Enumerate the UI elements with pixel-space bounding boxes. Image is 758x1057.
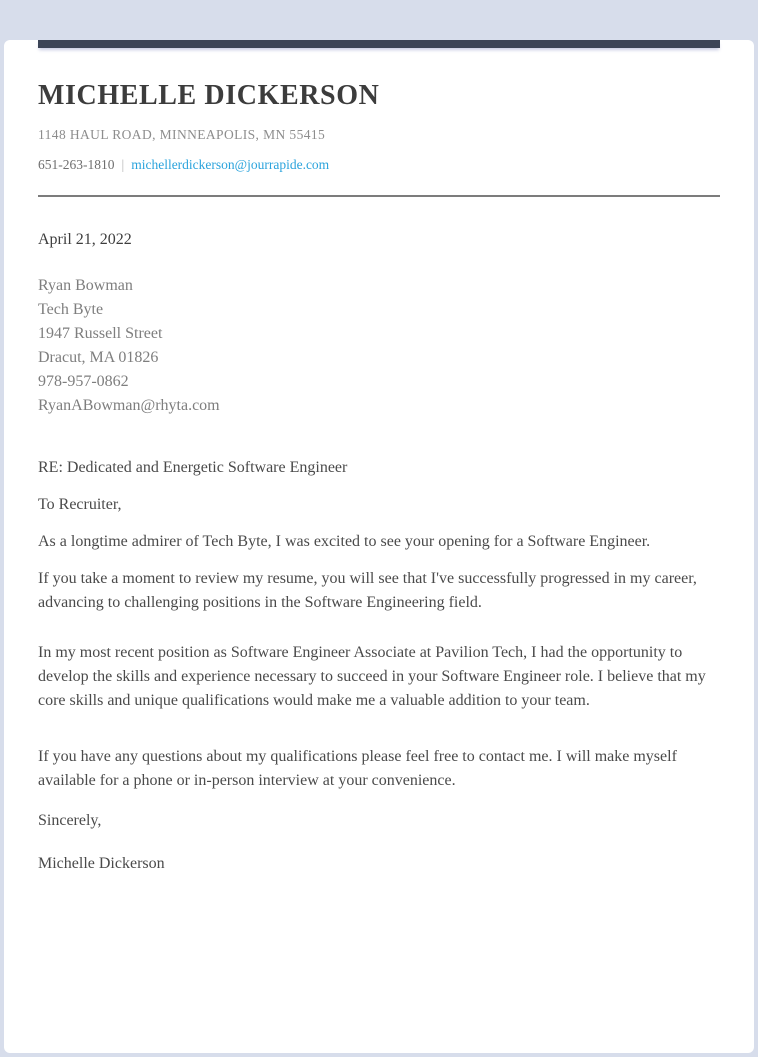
letter-body (38, 228, 720, 876)
paragraph-3: In my most recent position as Software Engineer Associate at Pavilion Tech, I had the opportunity to develop the skills and experience necessary to succeed in your Software Engineer role. I believe that my core skills and unique qualifications would make me a valuable addition to your team. (38, 644, 706, 709)
recipient-block (38, 274, 720, 418)
sender-contact-line (38, 157, 720, 173)
recipient-name: Ryan Bowman (38, 277, 133, 294)
sender-address: 1148 HAUL ROAD, MINNEAPOLIS, MN 55415 (38, 127, 326, 142)
letterhead (38, 80, 720, 197)
recipient-company: Tech Byte (38, 301, 104, 318)
signature-name: Michelle Dickerson (38, 855, 165, 872)
sender-phone: 651-263-1810 (38, 157, 115, 172)
recipient-email: RyanABowman@rhyta.com (38, 397, 220, 414)
closing: Sincerely, (38, 812, 102, 829)
paragraph-2: If you take a moment to review my resume, you will see that I've successfully progressed in my career, advancing to challenging positions in the Software Engineering field. (38, 570, 697, 611)
cover-letter-page (4, 40, 754, 1053)
recipient-street: 1947 Russell Street (38, 325, 163, 342)
letter-date: April 21, 2022 (38, 231, 132, 248)
recipient-phone: 978-957-0862 (38, 373, 129, 390)
recipient-city-state-zip: Dracut, MA 01826 (38, 349, 159, 366)
header-accent-bar (38, 40, 720, 48)
sender-email-link[interactable]: michellerdickerson@jourrapide.com (131, 157, 330, 172)
contact-separator: | (121, 157, 125, 172)
subject-line: RE: Dedicated and Energetic Software Engineer (38, 459, 348, 476)
page-title: MICHELLE DICKERSON (38, 80, 380, 111)
header-divider (38, 195, 720, 197)
salutation: To Recruiter, (38, 496, 122, 513)
paragraph-1: As a longtime admirer of Tech Byte, I was excited to see your opening for a Software Engineer. (38, 533, 651, 550)
paragraph-4: If you have any questions about my qualifications please feel free to contact me. I will make myself available for a phone or in-person interview at your convenience. (38, 748, 677, 789)
